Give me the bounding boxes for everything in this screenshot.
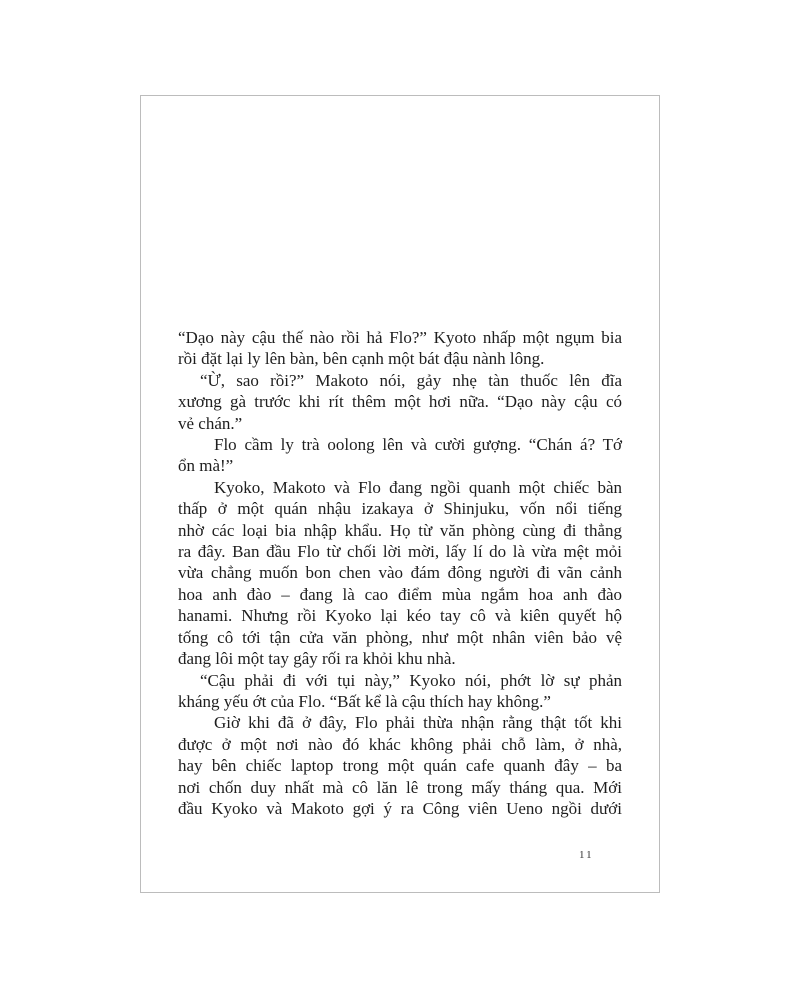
- paragraph: [178, 327, 622, 370]
- text-line: được ở một nơi nào đó khác không phải chỗ làm, ở nhà,: [178, 734, 622, 754]
- text-line: thấp ở một quán nhậu izakaya ở Shinjuku, vốn nổi tiếng: [178, 499, 622, 519]
- page-number: 11: [579, 849, 594, 861]
- text-line: vẻ chán.”: [178, 413, 243, 433]
- paragraph: [178, 712, 622, 819]
- text-line: rồi đặt lại ly lên bàn, bên cạnh một bát đậu nành lông.: [178, 349, 545, 369]
- text-line: “Ừ, sao rồi?” Makoto nói, gảy nhẹ tàn thuốc lên đĩa: [200, 370, 622, 390]
- text-line: xương gà trước khi rít thêm một hơi nữa. “Dạo này cậu có: [178, 392, 622, 412]
- paragraph: [178, 370, 622, 434]
- text-line: nơi chốn duy nhất mà cô lăn lê trong mấy tháng qua. Mới: [178, 777, 622, 797]
- text-line: nhờ các loại bia nhập khẩu. Họ từ văn phòng cùng đi thẳng: [178, 520, 622, 540]
- text-line: vừa chẳng muốn bon chen vào đám đông người đi vãn cảnh: [178, 563, 622, 583]
- paragraph: [178, 670, 622, 713]
- paragraph: [178, 434, 622, 477]
- text-line: đầu Kyoko và Makoto gợi ý ra Công viên Ueno ngồi dưới: [178, 798, 622, 818]
- paragraph: [178, 477, 622, 670]
- text-line: Giờ khi đã ở đây, Flo phải thừa nhận rằng thật tốt khi: [214, 713, 622, 733]
- text-line: hoa anh đào – đang là cao điểm mùa ngắm hoa anh đào: [178, 584, 622, 604]
- text-line: ổn mà!”: [178, 456, 234, 476]
- text-line: Flo cầm ly trà oolong lên và cười gượng. “Chán á? Tớ: [214, 435, 622, 455]
- text-line: kháng yếu ớt của Flo. “Bất kể là cậu thích hay không.”: [178, 691, 551, 711]
- text-line: Kyoko, Makoto và Flo đang ngồi quanh một chiếc bàn: [214, 477, 622, 497]
- text-line: đang lôi một tay gây rối ra khỏi khu nhà.: [178, 649, 456, 669]
- body-text: [178, 327, 622, 819]
- text-line: “Dạo này cậu thế nào rồi hả Flo?” Kyoto nhấp một ngụm bia: [178, 328, 622, 347]
- text-line: tống cô tới tận cửa văn phòng, như một nhân viên bảo vệ: [178, 627, 622, 647]
- text-line: hay bên chiếc laptop trong một quán cafe quanh đây – ba: [178, 756, 622, 776]
- text-line: ra đây. Ban đầu Flo từ chối lời mời, lấy lí do là vừa mệt mỏi: [178, 542, 622, 562]
- text-line: “Cậu phải đi với tụi này,” Kyoko nói, phớt lờ sự phản: [200, 670, 622, 690]
- text-line: hanami. Nhưng rồi Kyoko lại kéo tay cô và kiên quyết hộ: [178, 606, 622, 626]
